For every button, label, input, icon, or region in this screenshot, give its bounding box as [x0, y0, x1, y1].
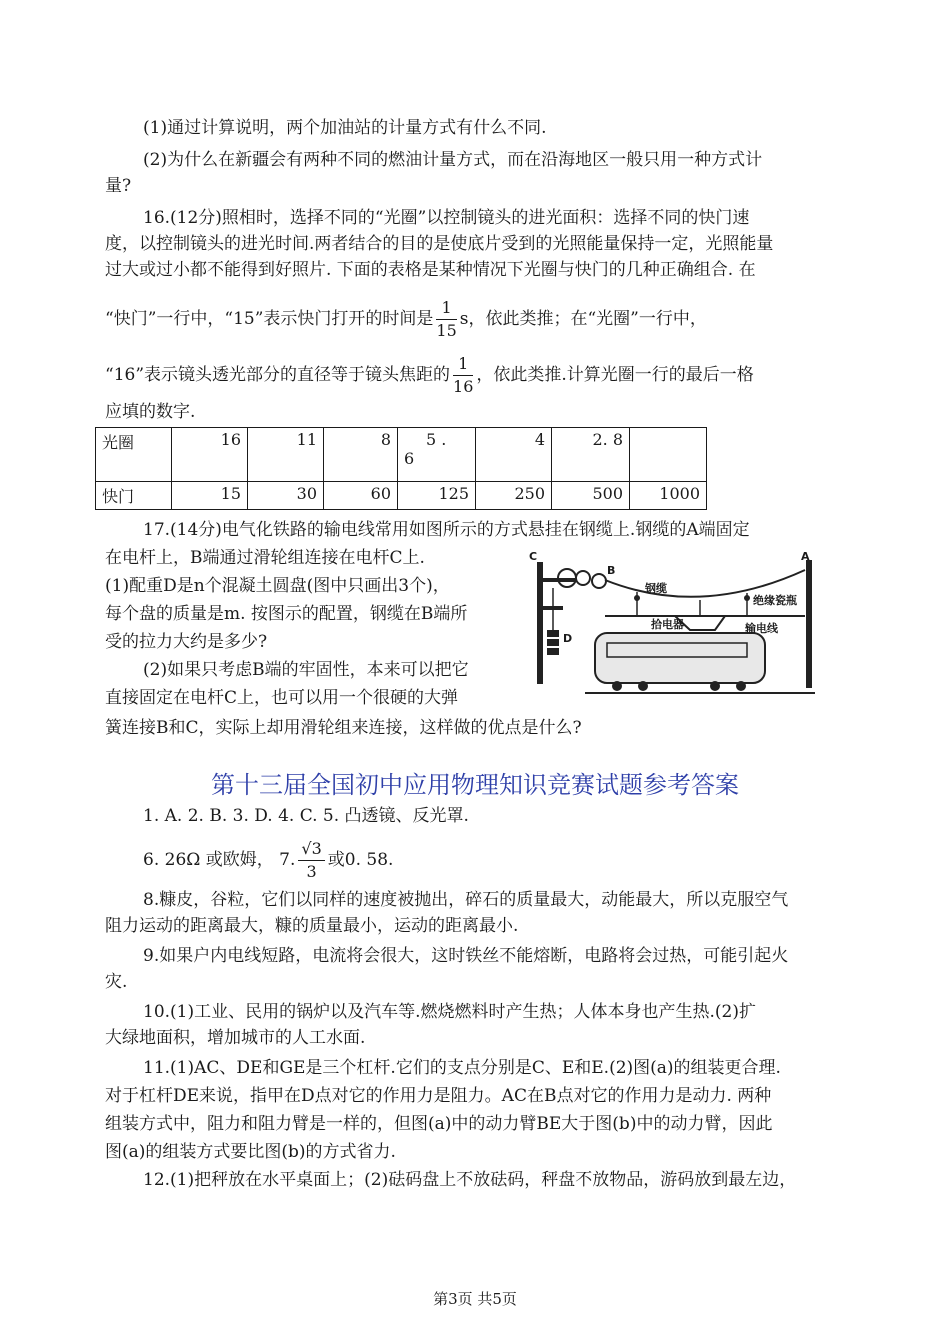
crossarm	[537, 578, 575, 582]
aperture-shutter-table	[95, 427, 707, 510]
answer-1-5: 1. A. 2. B. 3. D. 4. C. 5. 凸透镜、反光罩.	[143, 806, 469, 826]
table-cell: 500	[552, 482, 630, 510]
answer-6-7: 6. 26Ω 或欧姆， 7. $\frac{√3}{3}$ 或0. 58.	[143, 839, 394, 881]
insulator-icon	[634, 595, 640, 601]
answer-11: 11.(1)AC、DE和GE是三个杠杆.它们的支点分别是C、E和E.(2)图(a)的组装更合理.	[143, 1058, 781, 1078]
answer-11-cont3: 图(a)的组装方式要比图(b)的方式省力.	[105, 1142, 396, 1162]
steel-cable	[605, 570, 805, 597]
weight-disc	[547, 639, 559, 646]
fraction-1-15: $\frac{1}{15}$	[436, 298, 457, 340]
answer-9-cont: 灾.	[105, 972, 128, 992]
table-cell-empty	[630, 428, 707, 482]
label-insulator: 绝缘瓷瓶	[753, 594, 797, 607]
railway-diagram	[525, 548, 825, 700]
wheel	[612, 681, 622, 691]
table-cell: 8	[324, 428, 398, 482]
answers-title: 第十三届全国初中应用物理知识竞赛试题参考答案	[211, 771, 739, 799]
answer-12: 12.(1)把秤放在水平桌面上；(2)砝码盘上不放砝码，秤盘不放物品，游码放到最左边，	[143, 1170, 797, 1190]
answer-9: 9.如果户内电线短路，电流将会很大，这时铁丝不能熔断，电路将会过热，可能引起火	[143, 946, 789, 966]
label-cable: 钢缆	[645, 582, 667, 595]
answer-10: 10.(1)工业、民用的锅炉以及汽车等.燃烧燃料时产生热；人体本身也产生热.(2)扩	[143, 1002, 757, 1022]
table-cell: 30	[248, 482, 324, 510]
answer-11-cont1: 对于杠杆DE来说，指甲在D点对它的作用力是阻力。AC在B点对它的作用力是动力. 两种	[105, 1086, 772, 1106]
table-cell: 1000	[630, 482, 707, 510]
table-cell-label: 快门	[96, 482, 172, 510]
table-cell: 60	[324, 482, 398, 510]
table-cell: 15	[172, 482, 248, 510]
table-row-aperture	[96, 428, 707, 482]
page-footer: 第3页 共5页	[433, 1290, 517, 1308]
weight-disc	[547, 630, 559, 637]
wheel	[736, 681, 746, 691]
label-a: A	[801, 550, 810, 563]
label-d: D	[563, 632, 573, 645]
answer-8-cont: 阻力运动的距离最大，糠的质量最小，运动的距离最小.	[105, 916, 519, 936]
q16-line5-text-b: ，依此类推.计算光圈一行的最后一格	[476, 365, 754, 385]
q17-line1: 17.(14分)电气化铁路的输电线常用如图所示的方式悬挂在钢缆上.钢缆的A端固定	[143, 520, 750, 540]
answer-11-cont2: 组装方式中，阻力和阻力臂是一样的，但图(a)中的动力臂BE大于图(b)中的动力臂，因此	[105, 1114, 773, 1134]
label-b: B	[607, 564, 616, 577]
insulator-icon	[744, 595, 750, 601]
wheel	[638, 681, 648, 691]
label-pickup: 拾电器	[651, 618, 684, 631]
q17-line2: 在电杆上，B端通过滑轮组连接在电杆C上.	[105, 548, 425, 568]
q16-line1: 16.(12分)照相时，选择不同的“光圈”以控制镜头的进光面积：选择不同的快门速	[143, 208, 750, 228]
label-wire: 输电线	[745, 622, 778, 635]
table-cell-label: 光圈	[96, 428, 172, 482]
answer-10-cont: 大绿地面积，增加城市的人工水面.	[105, 1028, 366, 1048]
table-cell: 125	[398, 482, 476, 510]
q15-part2: (2)为什么在新疆会有两种不同的燃油计量方式，而在沿海地区一般只用一种方式计	[143, 150, 763, 170]
table-cell: 4	[476, 428, 552, 482]
table-cell: 11	[248, 428, 324, 482]
q16-line4	[105, 297, 707, 342]
q17-line7: 直接固定在电杆C上，也可以用一个很硬的大弹	[105, 688, 459, 708]
q17-line3: (1)配重D是n个混凝土圆盘(图中只画出3个)，	[105, 576, 450, 596]
fraction-1-16: $\frac{1}{16}$	[453, 354, 474, 396]
pulley-moving	[592, 574, 606, 588]
table-cell: 16	[172, 428, 248, 482]
table-cell: 5 . 6	[398, 428, 476, 482]
q15-part1: (1)通过计算说明，两个加油站的计量方式有什么不同.	[143, 118, 547, 138]
label-c: C	[529, 550, 538, 563]
q17-line6: (2)如果只考虑B端的牢固性，本来可以把它	[143, 660, 469, 680]
table-cell: 2. 8	[552, 428, 630, 482]
fraction-sqrt3-3: $\frac{√3}{3}$	[298, 838, 324, 883]
q17-line5: 受的拉力大约是多少?	[105, 632, 268, 652]
crossarm-lower	[537, 606, 563, 610]
pole-a	[806, 560, 812, 688]
q16-line3: 过大或过小都不能得到好照片. 下面的表格是某种情况下光圈与快门的几种正确组合. 在	[105, 260, 756, 280]
table-cell: 250	[476, 482, 552, 510]
weight-disc	[547, 648, 559, 655]
q16-line2: 度，以控制镜头的进光时间.两者结合的目的是使底片受到的光照能量保持一定，光照能量	[105, 234, 774, 254]
q16-line6: 应填的数字.	[105, 402, 196, 422]
q17-line8: 簧连接B和C，实际上却用滑轮组来连接，这样做的优点是什么?	[105, 718, 582, 738]
q15-part2-cont: 量?	[105, 176, 132, 196]
q16-line5	[105, 353, 754, 398]
wheel	[710, 681, 720, 691]
train-body	[595, 633, 765, 683]
q17-line4: 每个盘的质量是m. 按图示的配置，钢缆在B端所	[105, 604, 468, 624]
table-row-shutter	[96, 482, 707, 510]
q16-line4-text-b: s，依此类推；在“光圈”一行中，	[459, 309, 707, 329]
answer-8: 8.糠皮，谷粒，它们以同样的速度被抛出，碎石的质量最大，动能最大，所以克服空气	[143, 890, 789, 910]
pulley-fixed-2	[576, 571, 590, 585]
q16-line4-text-a: “快门”一行中，“15”表示快门打开的时间是	[105, 309, 434, 329]
q16-line5-text-a: “16”表示镜头透光部分的直径等于镜头焦距的	[105, 365, 451, 385]
